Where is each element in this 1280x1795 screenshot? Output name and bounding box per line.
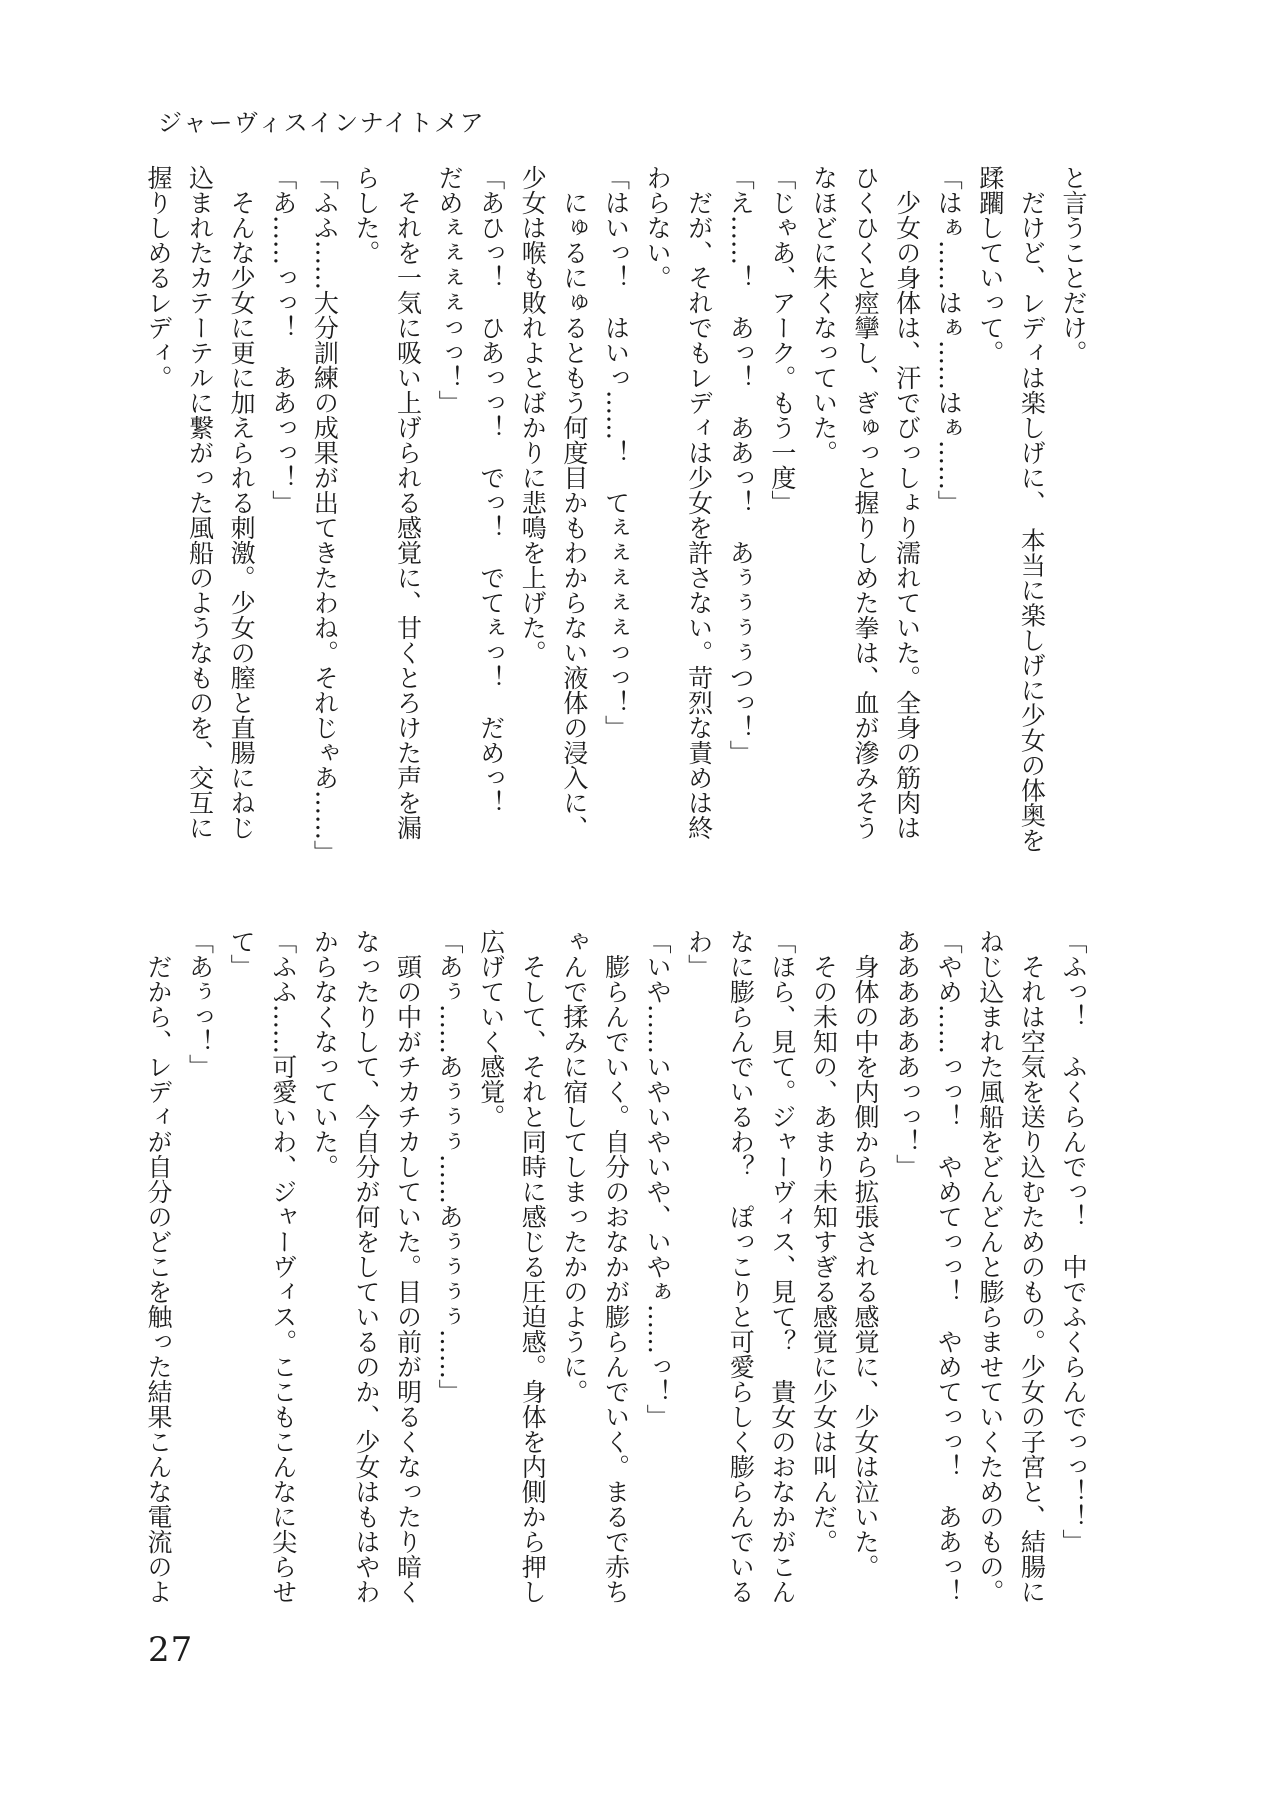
text-column: 「え……！ あっ！ ああっ！ あぅぅぅぅつっ！」 [726, 165, 756, 765]
text-column: 「あぅ……あぅぅぅ……あぅぅぅぅ……」 [435, 929, 465, 1404]
text-column: にゅるにゅるともう何度目かもわからない液体の浸入に、 [559, 190, 589, 840]
text-column: そして、それと同時に感じる圧迫感。身体を内側から押し [518, 954, 548, 1604]
text-column: 少女の身体は、汗でびっしょり濡れていた。全身の筋肉は [892, 190, 922, 840]
text-column: 「あぅっ！」 [185, 929, 215, 1079]
text-column: ねじ込まれた風船をどんどんと膨らませていくためのもの。 [975, 929, 1005, 1604]
text-column: て」 [227, 929, 257, 979]
text-column: 「ふっ！ ふくらんでっ！ 中でふくらんでっっ！！」 [1059, 929, 1088, 1554]
text-column: 「やめ……っっ！ やめてっっ！ やめてっっ！ ああっ！ [934, 929, 964, 1604]
page-number: 27 [148, 1630, 194, 1670]
text-column: 「はぁ……はぁ……はぁ……」 [934, 165, 964, 515]
text-column: 「あ……っっ！ ああっっ！」 [268, 165, 298, 515]
text-column: 「ふふ……可愛いわ、ジャーヴィス。ここもこんなに尖らせ [268, 929, 298, 1604]
text-column: 「ふふ……大分訓練の成果が出てきたわね。それじゃあ……」 [310, 165, 340, 865]
text-column: 「あひっ！ ひあっっ！ でっ！ でてぇっ！ だめっ！ [476, 165, 506, 815]
text-column: 膨らんでいく。自分のおなかが膨らんでいく。まるで赤ち [601, 954, 631, 1604]
text-column: なほどに朱くなっていた。 [809, 165, 839, 465]
text-column: だけど、レディは楽しげに、 本当に楽しげに少女の体奥を [1017, 190, 1047, 853]
text-column: 少女は喉も敗れよとばかりに悲鳴を上げた。 [518, 165, 548, 665]
text-column: 「いや……いやいやいや、いやぁ……っ！」 [643, 929, 673, 1429]
text-column: その未知の、あまり未知すぎる感覚に少女は叫んだ。 [809, 954, 839, 1554]
text-column: ゃんで揉みに宿してしまったかのように。 [559, 929, 589, 1404]
text-column: それは空気を送り込むためのもの。少女の子宮と、結腸に [1017, 954, 1047, 1604]
upper-text-block [136, 165, 1094, 871]
text-column: 頭の中がチカチカしていた。目の前が明るくなったり暗く [393, 954, 423, 1604]
text-column: らした。 [351, 165, 381, 265]
text-column: と言うことだけ。 [1059, 165, 1088, 365]
text-column: 込まれたカテーテルに繋がった風船のようなものを、交互に [185, 165, 215, 840]
text-column: なったりして、今自分が何をしているのか、少女はもはやわ [351, 929, 381, 1604]
running-title: ジャーヴィスインナイトメア [158, 109, 486, 137]
text-column: 広げていく感覚。 [476, 929, 506, 1129]
text-column: ああああああっっ！」 [892, 929, 922, 1179]
text-column: だから、レディが自分のどこを触った結果こんな電流のよ [143, 954, 173, 1604]
text-column: 身体の中を内側から拡張される感覚に、少女は泣いた。 [851, 954, 881, 1579]
text-column: わらない。 [643, 165, 673, 290]
text-column: そんな少女に更に加えられる刺激。少女の膣と直腸にねじ [227, 190, 257, 840]
text-column: それを一気に吸い上げられる感覚に、甘くとろけた声を漏 [393, 190, 423, 840]
text-column: だが、それでもレディは少女を許さない。苛烈な責めは終 [684, 190, 714, 840]
text-column: 「ほら、見て。ジャーヴィス、見て？ 貴女のおなかがこん [767, 929, 797, 1604]
lower-text-block [136, 929, 1094, 1635]
text-column: ひくひくと痙攣し、ぎゅっと握りしめた拳は、血が滲みそう [851, 165, 881, 840]
text-column: 「じゃあ、アーク。もう一度」 [767, 165, 797, 515]
text-column: からなくなっていた。 [310, 929, 340, 1179]
text-column: 「はいっ！ はいっ……！ てぇぇぇぇぇっっ！」 [601, 165, 631, 740]
text-column: なに膨らんでいるわ？ ぽっこりと可愛らしく膨らんでいる [726, 929, 756, 1604]
text-column: だめぇぇぇぇっっ！」 [435, 165, 465, 415]
text-column: 握りしめるレディ。 [143, 165, 173, 390]
text-column: わ」 [684, 929, 714, 979]
text-column: 蹂躙していって。 [975, 165, 1005, 365]
